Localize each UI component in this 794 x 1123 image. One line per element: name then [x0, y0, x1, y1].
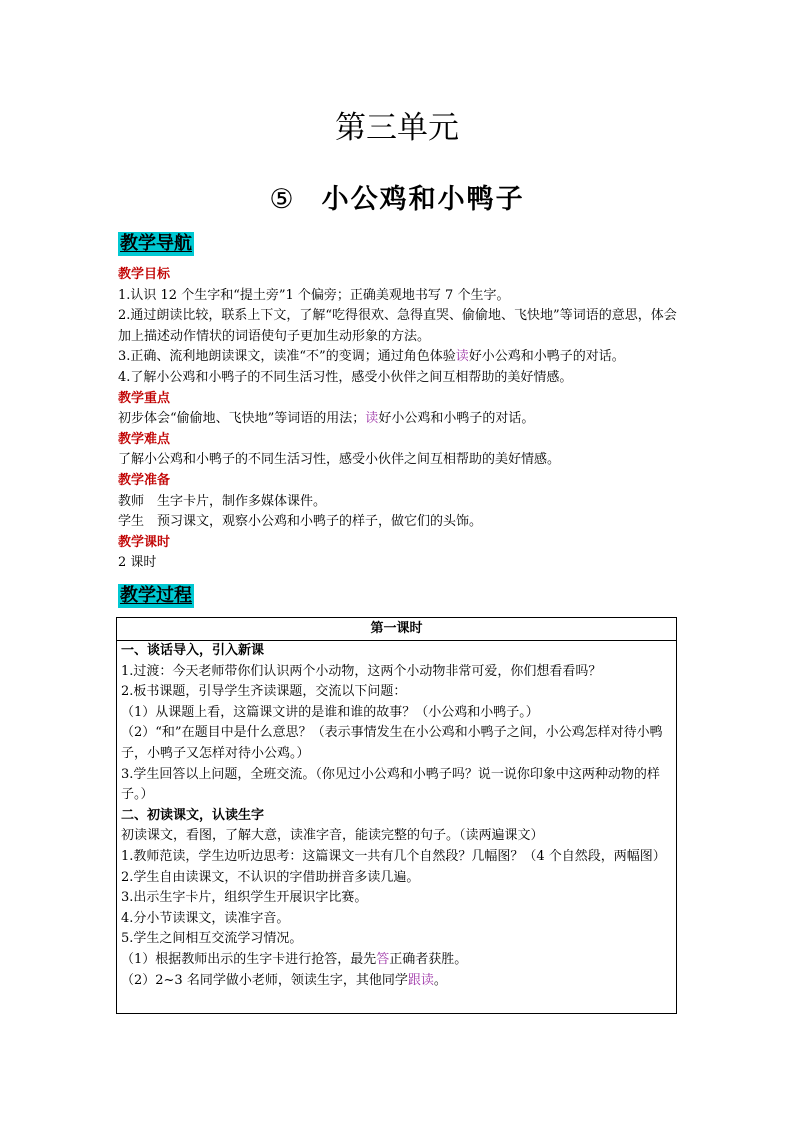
difficulties-heading: 教学难点	[118, 431, 171, 447]
lesson-name: 小公鸡和小鸭子	[321, 184, 525, 215]
class-hours-heading: 教学课时	[118, 534, 171, 550]
section-1-line-2: 2.板书课题，引导学生齐读课题，交流以下问题：	[121, 684, 407, 700]
key-points-text-b: 好小公鸡和小鸭子的对话。	[378, 411, 535, 427]
section-1-line-4: （2）“和”在题目中是什么意思？（表示事情发生在小公鸡和小鸭子之间，小公鸡怎样对待小鸭子，小鸭子又怎样对待小公鸡。）	[121, 725, 663, 761]
preparation-student: 学生 预习课文，观察小公鸡和小鸭子的样子，做它们的头饰。	[118, 514, 483, 530]
section-1-title: 一、谈话导入，引入新课	[121, 643, 265, 658]
teaching-process-badge: 教学过程	[120, 585, 192, 606]
section-2-line-3: 2.学生自由读课文，不认识的字借助拼音多读几遍。	[121, 869, 420, 885]
section-2-line-7-highlight: 答	[376, 951, 390, 967]
preparation-heading: 教学准备	[118, 472, 171, 488]
difficulties: 了解小公鸡和小鸭子的不同生活习性，感受小伙伴之间互相帮助的美好情感。	[118, 452, 561, 468]
first-lesson-heading: 第一课时	[117, 618, 676, 641]
teaching-guide-content	[118, 265, 680, 574]
section-2-line-8	[121, 971, 672, 992]
section-2-line-8-highlight: 跟读	[407, 972, 434, 988]
goals-heading: 教学目标	[118, 267, 171, 282]
section-2-line-6: 5.学生之间相互交流学习情况。	[121, 931, 303, 947]
goal-1: 1.认识 12 个生字和“提土旁”1 个偏旁；正确美观地书写 7 个生字。	[118, 287, 510, 303]
section-2-line-2: 1.教师范读，学生边听边思考：这篇课文一共有几个自然段？几幅图？（4 个自然段，两幅图）	[121, 848, 666, 864]
unit-title: 第三单元	[335, 110, 459, 146]
key-points-text-a: 初步体会“偷偷地、飞快地”等词语的用法；	[118, 411, 366, 427]
section-2-line-7-text-b: 正确者获胜。	[389, 951, 468, 967]
goal-3-text-b: 好小公鸡和小鸭子的对话。	[468, 349, 625, 365]
section-2-line-8-text-a: （2）2~3 名同学做小老师，领读生字，其他同学	[121, 972, 408, 988]
key-points-highlight: 读	[365, 411, 379, 427]
section-1-line-1: 1.过渡：今天老师带你们认识两个小动物，这两个小动物非常可爱，你们想看看吗？	[121, 663, 602, 679]
goal-3-text-a: 3.正确、流利地朗读课文，读准“不”的变调；通过角色体验	[118, 349, 456, 365]
first-lesson-content	[117, 641, 676, 991]
teaching-guide-badge: 教学导航	[120, 233, 192, 254]
goal-3-highlight: 读	[455, 349, 469, 365]
lesson-number: ⑤	[269, 184, 296, 215]
section-2-line-5: 4.分小节读课文，读准字音。	[121, 910, 290, 926]
section-2-line-7	[121, 950, 672, 971]
key-points-heading: 教学重点	[118, 390, 171, 406]
lesson-title	[0, 180, 794, 220]
section-1-line-5: 3.学生回答以上问题，全班交流。（你见过小公鸡和小鸭子吗？说一说你印象中这两种动物的样子。）	[121, 766, 660, 803]
section-2-line-1: 初读课文，看图，了解大意，读准字音，能读完整的句子。（读两遍课文）	[121, 828, 544, 844]
section-2-line-8-text-b: 。	[433, 972, 447, 988]
class-hours: 2 课时	[118, 555, 157, 571]
goal-4: 4.了解小公鸡和小鸭子的不同生活习性，感受小伙伴之间互相帮助的美好情感。	[118, 369, 573, 385]
section-2-title: 二、初读课文，认读生字	[121, 807, 265, 823]
goal-3	[118, 347, 680, 368]
section-2-line-7-text-a: （1）根据教师出示的生字卡进行抢答，最先	[121, 951, 377, 967]
section-2-line-4: 3.出示生字卡片，组织学生开展识字比赛。	[121, 890, 368, 906]
key-points	[118, 409, 680, 430]
goal-2: 2.通过朗读比较，联系上下文，了解“吃得很欢、急得直哭、偷偷地、飞快地”等词语的意思，体会加上描述动作情状的词语使句子更加生动形象的方法。	[118, 308, 677, 344]
preparation-teacher: 教师 生字卡片，制作多媒体课件。	[118, 493, 327, 509]
section-1-line-3: （1）从课题上看，这篇课文讲的是谁和谁的故事？（小公鸡和小鸭子。）	[121, 704, 539, 720]
teaching-process-table	[116, 617, 677, 1014]
